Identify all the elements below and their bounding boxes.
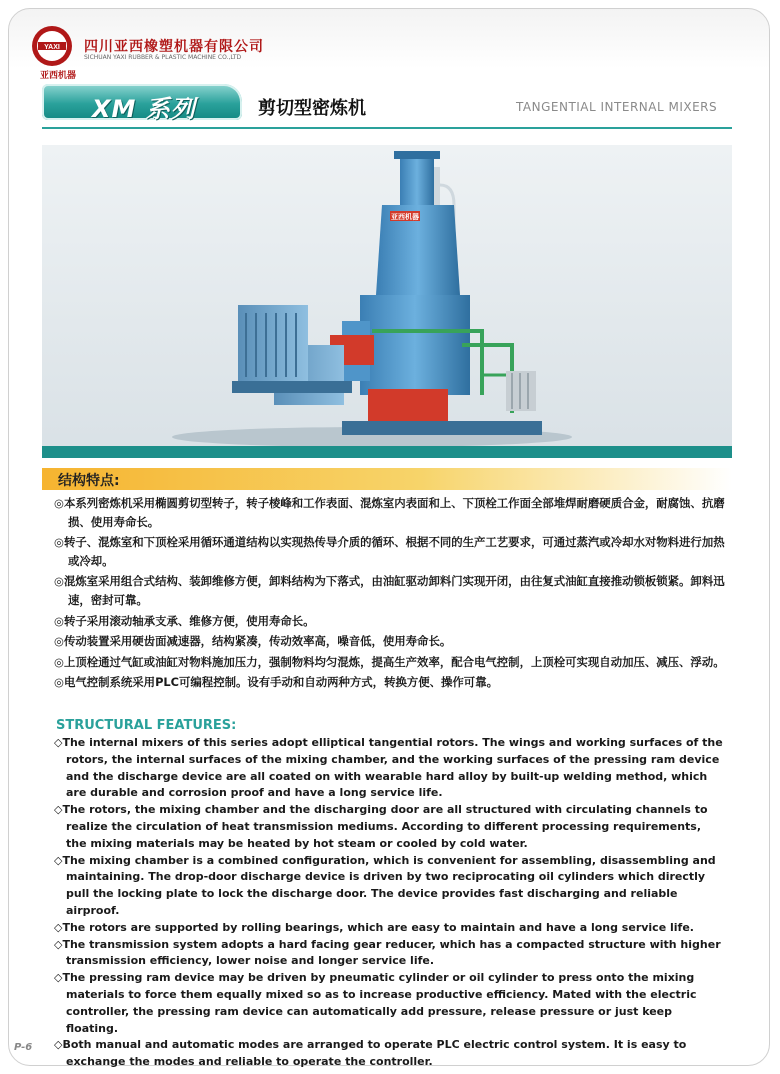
machine-base [342,421,542,435]
list-item: ◎电气控制系统采用PLC可编程控制。设有手动和自动两种方式，转换方便、操作可靠。 [54,675,498,690]
list-item: ◇The internal mixers of this series adopt elliptical tangential rotors. The wings and working surfaces of the rotors, the internal surfaces of the mixing chamber, and the working surfaces of the pressing ram device and the discharge device are all coated on with wearable hard alloy by built-up welding method, which are durable and corrosion proof and have a long service life. [54,736,723,800]
product-title-cn: 剪切型密炼机 [258,98,366,119]
company-logo [30,24,74,68]
list-item: ◎转子采用滚动轴承支承、维修方便，使用寿命长。 [54,613,315,628]
mixing-chamber [360,295,470,395]
page-number: P-6 [14,1042,33,1053]
list-item: ◇The mixing chamber is a combined configuration, which is convenient for assembling, disassembling and maintaining. The drop-door discharge device is driven by two reciprocating oil cylinders which directly pull the locking plate to lock the discharge door. The device provides fast discharging and reliable airproof. [54,853,716,917]
motor [238,305,308,385]
nameplate-text: 亚西机器 [391,213,419,221]
red-unit-bottom [368,389,448,425]
company-name-en: SICHUAN YAXI RUBBER & PLASTIC MACHINE CO.,LTD [84,54,242,61]
list-item: ◎本系列密炼机采用椭圆剪切型转子，转子棱峰和工作表面、混炼室内表面和上、下顶栓工作面全部堆焊耐磨硬质合金，耐腐蚀、抗磨损、使用寿命长。 [54,496,725,529]
list-item: ◎上顶栓通过气缸或油缸对物料施加压力，强制物料均匀混炼，提高生产效率，配合电气控制，上顶栓可实现自动加压、减压、浮动。 [54,654,725,669]
header-rule [42,127,732,129]
list-item: ◇The rotors are supported by rolling bearings, which are easy to maintain and have a long service life. [54,920,694,934]
logo-text: YAXI [44,44,60,51]
list-item: ◎传动装置采用硬齿面减速器，结构紧凑，传动效率高，噪音低，使用寿命长。 [54,634,452,649]
section-bar [42,468,732,490]
series-label: XM 系列 [92,95,196,123]
photo-bottom-band [42,446,732,458]
brand-signature: 亚西机器 [40,71,77,81]
features-cn-title: 结构特点: [58,473,120,489]
features-en-title: STRUCTURAL FEATURES: [56,718,237,733]
list-item: ◇The transmission system adopts a hard facing gear reducer, which has a compacted structure with higher transmission efficiency, lower noise and longer service life. [54,937,721,968]
internal-mixer-illustration [42,145,732,458]
features-cn-list [54,494,726,694]
company-name-cn: 四川亚西橡塑机器有限公司 [84,39,264,55]
product-title-en: TANGENTIAL INTERNAL MIXERS [516,100,718,114]
list-item: ◎转子、混炼室和下顶栓采用循环通道结构以实现热传导介质的循环、根据不同的生产工艺要求，可通过蒸汽或冷却水对物料进行加热或冷却。 [54,535,725,568]
product-photo [42,145,732,458]
list-item: ◇The rotors, the mixing chamber and the discharging door are all structured with circulating channels to realize the circulation of heat transmission mediums. According to different processing requirements, the mixing materials may be heated by hot steam or cooled by cold water. [54,803,708,850]
list-item: ◇Both manual and automatic modes are arranged to operate PLC electric control system. It is easy to exchange the modes and reliable to operate the controller. [54,1038,687,1069]
list-item: ◎混炼室采用组合式结构、装卸维修方便，卸料结构为下落式，由油缸驱动卸料门实现开闭，由往复式油缸直接推动锁板锁紧。卸料迅速，密封可靠。 [54,574,725,607]
features-en-list [54,735,724,1071]
list-item: ◇The pressing ram device may be driven by pneumatic cylinder or oil cylinder to press onto the mixing materials to force them equally mixed so as to increase productive efficiency. Mated with the electric controller, the pressing ram device can automatically add pressure, release pressure or just keep floating. [54,971,697,1035]
